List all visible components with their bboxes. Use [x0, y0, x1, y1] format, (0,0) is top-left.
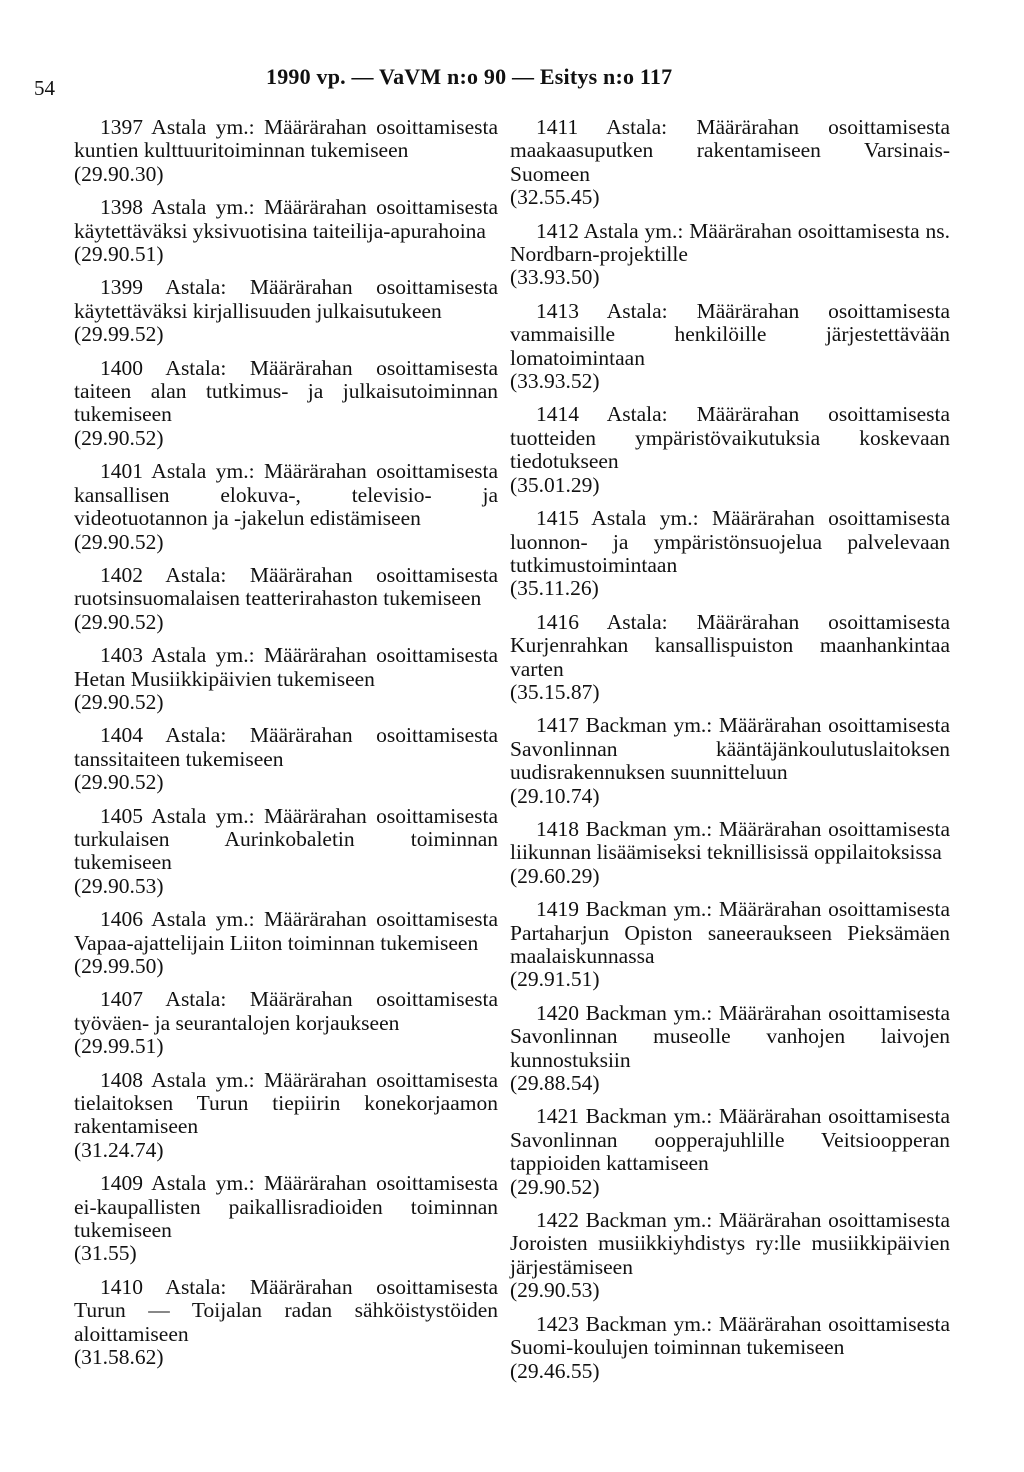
entry-1420	[510, 1002, 950, 1096]
entry-title: 1401 Astala ym.: Määrärahan osoittamisesta kansallisen elokuva-, televisio- ja videotuotannon ja -jakelun edistämiseen	[74, 459, 498, 531]
entry-code: (35.15.87)	[510, 679, 600, 704]
entry-code: (31.55)	[74, 1241, 137, 1266]
entry-code: (29.90.52)	[74, 425, 164, 450]
entry-code: (29.90.52)	[74, 609, 164, 634]
entry-code: (29.91.51)	[510, 967, 600, 992]
page-number: 54	[34, 76, 55, 100]
entry-title: 1420 Backman ym.: Määrärahan osoittamisesta Savonlinnan museolle vanhojen laivojen kunnostuksiin	[510, 1000, 950, 1072]
entry-title: 1418 Backman ym.: Määrärahan osoittamisesta liikunnan lisäämiseksi teknillisissä oppilaitoksissa	[510, 816, 950, 865]
entry-code: (29.90.53)	[74, 873, 164, 898]
entry-title: 1421 Backman ym.: Määrärahan osoittamisesta Savonlinnan oopperajuhlille Veitsioopperan tappioiden kattamiseen	[510, 1104, 950, 1176]
entry-title: 1415 Astala ym.: Määrärahan osoittamisesta luonnon- ja ympäristönsuojelua palvelevaan tutkimustoimintaan	[510, 506, 950, 577]
entry-1421	[510, 1105, 950, 1199]
entry-title: 1399 Astala: Määrärahan osoittamisesta käytettäväksi kirjallisuuden julkaisutukeen	[74, 275, 498, 323]
entry-title: 1406 Astala ym.: Määrärahan osoittamisesta Vapaa-ajattelijain Liiton toiminnan tukemiseen	[74, 907, 498, 955]
entry-1414	[510, 403, 950, 497]
entry-1397	[74, 116, 498, 186]
entry-code: (29.90.52)	[74, 689, 164, 714]
entry-1415	[510, 507, 950, 601]
entry-code: (32.55.45)	[510, 185, 600, 210]
entry-title: 1408 Astala ym.: Määrärahan osoittamisesta tielaitoksen Turun tiepiirin konekorjaamon rakentamiseen	[74, 1067, 498, 1139]
entry-title: 1397 Astala ym.: Määrärahan osoittamisesta kuntien kulttuuritoiminnan tukemiseen	[74, 115, 498, 163]
entry-1412	[510, 220, 950, 290]
entry-1419	[510, 898, 950, 992]
entry-code: (29.90.51)	[74, 242, 164, 267]
entry-code: (29.99.50)	[74, 954, 164, 978]
entry-1403	[74, 644, 498, 714]
entry-code: (29.90.53)	[510, 1278, 600, 1303]
entry-code: (29.10.74)	[510, 783, 600, 808]
entry-1416	[510, 611, 950, 705]
entry-code: (29.90.52)	[74, 529, 164, 554]
entry-code: (33.93.52)	[510, 369, 600, 394]
entry-1410	[74, 1276, 498, 1370]
entry-title: 1414 Astala: Määrärahan osoittamisesta tuotteiden ympäristövaikutuksia koskevaan tiedotukseen	[510, 402, 950, 474]
entry-code: (31.58.62)	[74, 1345, 164, 1370]
entry-1423	[510, 1313, 950, 1383]
entry-1399	[74, 276, 498, 346]
entry-title: 1400 Astala: Määrärahan osoittamisesta taiteen alan tutkimus- ja julkaisutoiminnan tukemiseen	[74, 355, 498, 427]
entry-1402	[74, 564, 498, 634]
entry-code: (29.88.54)	[510, 1071, 600, 1096]
entry-1409	[74, 1172, 498, 1266]
entry-1405	[74, 805, 498, 899]
entry-1417	[510, 714, 950, 808]
entry-1407	[74, 988, 498, 1058]
entry-1401	[74, 460, 498, 554]
entry-title: 1410 Astala: Määrärahan osoittamisesta Turun — Toijalan radan sähköistystöiden aloittamiseen	[74, 1274, 498, 1346]
entry-1413	[510, 300, 950, 394]
entry-title: 1419 Backman ym.: Määrärahan osoittamisesta Partaharjun Opiston saneeraukseen Pieksämäen maalaiskunnassa	[510, 897, 950, 968]
entry-code: (35.11.26)	[510, 576, 599, 601]
entry-code: (29.90.30)	[74, 161, 164, 186]
entry-1422	[510, 1209, 950, 1303]
entry-title: 1416 Astala: Määrärahan osoittamisesta Kurjenrahkan kansallispuiston maanhankintaa varten	[510, 609, 950, 681]
entry-title: 1409 Astala ym.: Määrärahan osoittamisesta ei-kaupallisten paikallisradioiden toiminnan tukemiseen	[74, 1171, 498, 1243]
entry-title: 1402 Astala: Määrärahan osoittamisesta ruotsinsuomalaisen teatterirahaston tukemiseen	[74, 562, 498, 611]
entry-title: 1405 Astala ym.: Määrärahan osoittamisesta turkulaisen Aurinkobaletin toiminnan tukemiseen	[74, 803, 498, 875]
entry-code: (33.93.50)	[510, 265, 600, 290]
entry-title: 1398 Astala ym.: Määrärahan osoittamisesta käytettäväksi yksivuotisina taiteilija-apurahoina	[74, 195, 498, 243]
entry-1411	[510, 116, 950, 210]
entry-1406	[74, 908, 498, 978]
entry-title: 1413 Astala: Määrärahan osoittamisesta vammaisille henkilöille järjestettävään lomatoimintaan	[510, 298, 950, 370]
entry-title: 1417 Backman ym.: Määrärahan osoittamisesta Savonlinnan kääntäjänkoulutuslaitoksen uudisrakennuksen suunnitteluun	[510, 713, 950, 785]
entry-code: (29.60.29)	[510, 863, 600, 888]
right-column	[510, 116, 950, 1393]
entry-title: 1407 Astala: Määrärahan osoittamisesta työväen- ja seurantalojen korjaukseen	[74, 987, 498, 1035]
running-header: 1990 vp. — VaVM n:o 90 — Esitys n:o 117	[266, 64, 673, 89]
entry-title: 1411 Astala: Määrärahan osoittamisesta maakaasuputken rakentamiseen Varsinais-Suomeen	[510, 115, 950, 186]
entry-code: (29.99.51)	[74, 1034, 164, 1059]
entry-code: (29.46.55)	[510, 1358, 600, 1383]
entry-1400	[74, 357, 498, 451]
entry-title: 1412 Astala ym.: Määrärahan osoittamisesta ns. Nordbarn-projektille	[510, 218, 950, 267]
left-column	[74, 116, 498, 1380]
entry-1398	[74, 196, 498, 266]
entry-code: (35.01.29)	[510, 472, 600, 497]
entry-title: 1423 Backman ym.: Määrärahan osoittamisesta Suomi-koulujen toiminnan tukemiseen	[510, 1311, 950, 1360]
entry-code: (29.99.52)	[74, 322, 164, 347]
entry-code: (29.90.52)	[510, 1174, 600, 1199]
entry-title: 1403 Astala ym.: Määrärahan osoittamisesta Hetan Musiikkipäivien tukemiseen	[74, 643, 498, 691]
entry-1404	[74, 724, 498, 794]
entry-code: (31.24.74)	[74, 1137, 164, 1162]
entry-1408	[74, 1069, 498, 1163]
entry-title: 1404 Astala: Määrärahan osoittamisesta tanssitaiteen tukemiseen	[74, 723, 498, 771]
entry-code: (29.90.52)	[74, 770, 164, 795]
entry-1418	[510, 818, 950, 888]
entry-title: 1422 Backman ym.: Määrärahan osoittamisesta Joroisten musiikkiyhdistys ry:lle musiikkipäivien järjestämiseen	[510, 1208, 950, 1279]
